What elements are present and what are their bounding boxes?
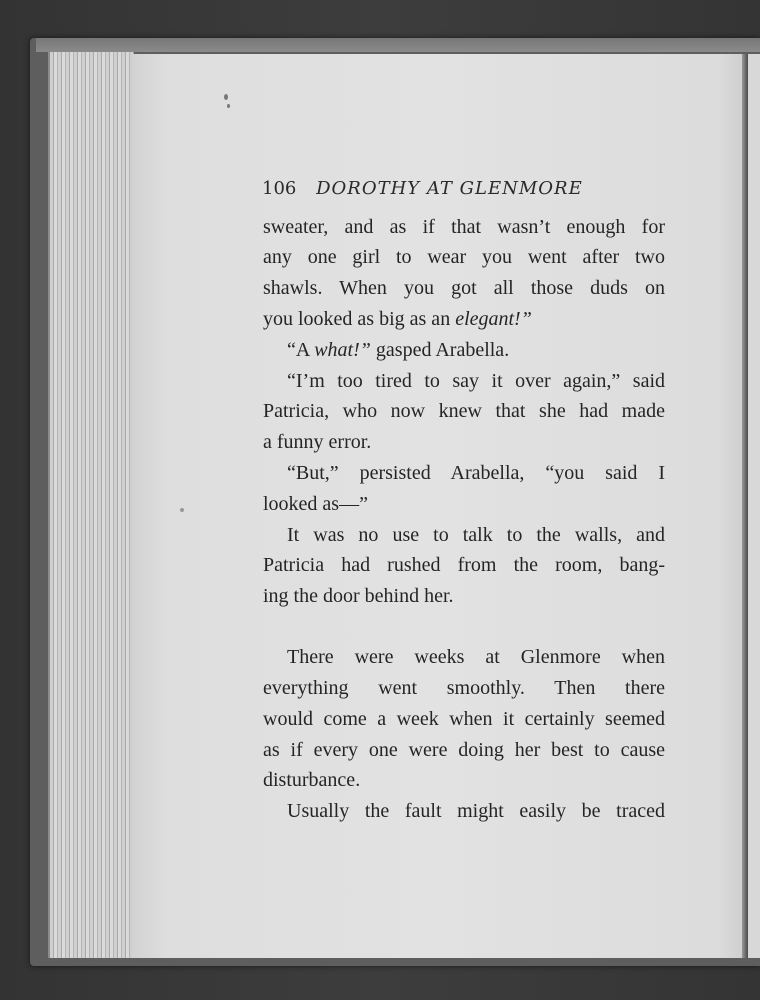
- text-line: Usually the fault might easily be traced: [287, 800, 665, 822]
- text-line: any one girl to wear you went after two: [263, 246, 665, 268]
- text-line: would come a week when it certainly seemed: [263, 708, 665, 730]
- text-line: disturbance.: [263, 769, 361, 791]
- page-edges: [48, 52, 134, 958]
- text-line: “But,” persisted Arabella, “you said I: [287, 462, 665, 484]
- text-line: everything went smoothly. Then there: [263, 677, 665, 699]
- text-line: [263, 305, 665, 333]
- text-line: looked as—”: [263, 493, 368, 515]
- text-line: [287, 336, 665, 364]
- text-line: a funny error.: [263, 431, 372, 453]
- text-line: shawls. When you got all those duds on: [263, 277, 665, 299]
- facing-page-edge: [748, 54, 760, 958]
- book-cover-top-edge: [36, 38, 760, 52]
- text-line: sweater, and as if that wasn’t enough for: [263, 216, 665, 238]
- text-line: ing the door behind her.: [263, 585, 454, 607]
- page-number: 106: [262, 178, 297, 199]
- text-fragment: gasped Arabella.: [375, 339, 510, 361]
- text-line: It was no use to talk to the walls, and: [287, 524, 665, 546]
- paper-speck: [227, 104, 230, 108]
- text-line: Patricia, who now knew that she had made: [263, 400, 665, 422]
- running-title: DOROTHY AT GLENMORE: [316, 178, 583, 199]
- text-fragment: “A: [287, 339, 310, 361]
- text-fragment-italic: what!”: [314, 339, 371, 361]
- text-line: There were weeks at Glenmore when: [287, 646, 665, 668]
- text-line: Patricia had rushed from the room, bang-: [263, 554, 665, 576]
- paper-speck: [180, 508, 184, 512]
- text-line: as if every one were doing her best to cause: [263, 739, 665, 761]
- text-fragment-italic: elegant!”: [455, 308, 532, 330]
- page-header: [262, 178, 662, 199]
- text-fragment: you looked as big as an: [263, 308, 451, 330]
- text-line: “I’m too tired to say it over again,” said: [287, 370, 665, 392]
- paper-speck: [224, 94, 228, 100]
